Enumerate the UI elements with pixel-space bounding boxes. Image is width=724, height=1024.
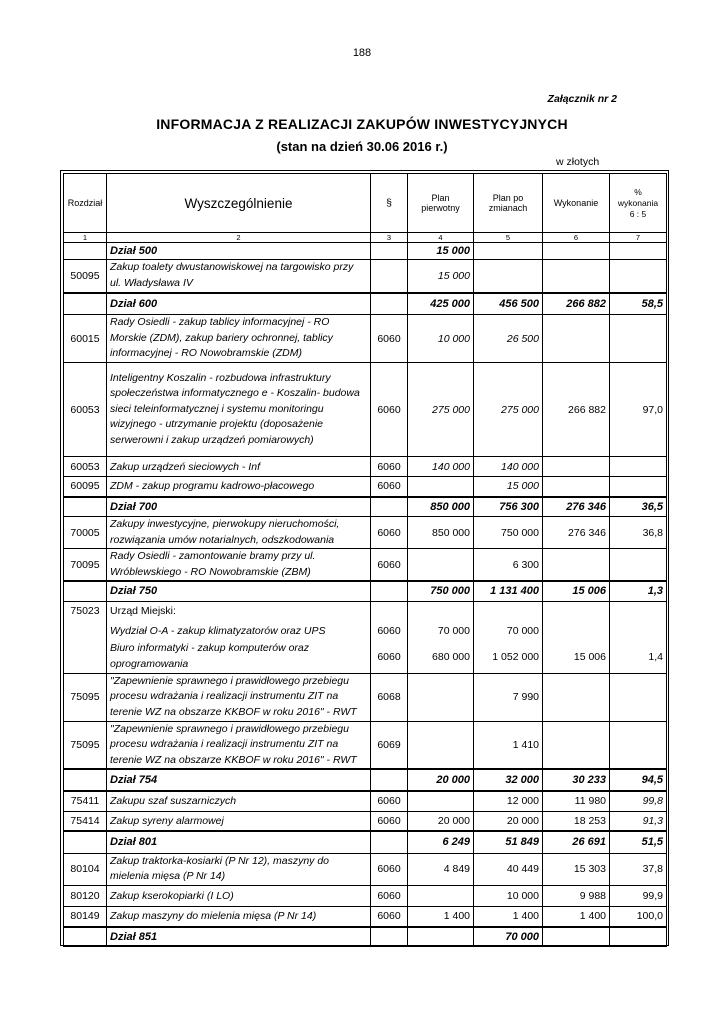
cell-pct bbox=[610, 260, 667, 293]
table-row bbox=[64, 260, 667, 293]
cell-par: 6060 bbox=[371, 315, 408, 363]
cell-wyk: 15 006 bbox=[543, 641, 610, 673]
document-title: INFORMACJA Z REALIZACJI ZAKUPÓW INWESTYCYJNYCH bbox=[156, 116, 568, 132]
cell-opis: Biuro informatyki - zakup komputerów oraz oprogramowania bbox=[107, 641, 371, 673]
header-plan-po-zmianach bbox=[474, 174, 543, 233]
header-plan-pierwotny-line1: Plan bbox=[431, 193, 450, 203]
cell-opis: Zakupy inwestycyjne, pierwokupy nieruchomości, rozwiązania umów notarialnych, odszkodowania bbox=[107, 517, 371, 549]
cell-plan-zm: 40 449 bbox=[474, 853, 543, 885]
header-rozdzial: Rozdział bbox=[64, 174, 107, 233]
cell-pct bbox=[610, 549, 667, 582]
cell-par: 6060 bbox=[371, 906, 408, 927]
cell-plan: 1 400 bbox=[408, 906, 474, 927]
cell-blank bbox=[543, 621, 610, 641]
cell-opis: Inteligentny Koszalin - rozbudowa infrastruktury społeczeństwa informatycznego e - Koszalin- budowa sieci teleinformatycznej i systemu monitoringu wizyjnego - utrzymanie projektu (doposażenie serwerowni i zakup urządzeń pomiarowych) bbox=[107, 363, 371, 457]
cell-wyk: 15 303 bbox=[543, 853, 610, 885]
investment-table bbox=[63, 173, 667, 947]
cell-par: 6060 bbox=[371, 621, 408, 641]
section-pct: 36,5 bbox=[610, 497, 667, 517]
cell-pct bbox=[610, 721, 667, 769]
table-row bbox=[64, 791, 667, 811]
header-paragraf: § bbox=[371, 174, 408, 233]
cell-rozdzial: 75414 bbox=[64, 811, 107, 831]
cell-pct: 36,8 bbox=[610, 517, 667, 549]
cell-par: 6069 bbox=[371, 721, 408, 769]
header-procent-line3: 6 : 5 bbox=[629, 208, 647, 219]
cell-blank bbox=[408, 601, 474, 621]
header-procent-line2: wykonania bbox=[617, 197, 659, 208]
table-row bbox=[64, 457, 667, 477]
cell-opis: "Zapewnienie sprawnego i prawidłowego przebiegu procesu wdrażania i realizacji instrumentu ZIT na terenie WZ na obszarze KKBOF w roku 2016" - RWT bbox=[107, 673, 371, 721]
cell-plan bbox=[408, 549, 474, 582]
cell-plan bbox=[408, 477, 474, 497]
table-row bbox=[64, 721, 667, 769]
cell-plan bbox=[408, 885, 474, 906]
section-name: Dział 600 bbox=[107, 293, 371, 315]
cell-rozdzial: 60053 bbox=[64, 457, 107, 477]
cell-opis: "Zapewnienie sprawnego i prawidłowego przebiegu procesu wdrażania i realizacji instrumentu ZIT na terenie WZ na obszarze KKBOF w roku 2016" - RWT bbox=[107, 721, 371, 769]
section-row-dzial-754 bbox=[64, 769, 667, 791]
cell-pct bbox=[610, 477, 667, 497]
table-row bbox=[64, 673, 667, 721]
cell-rozdzial: 80104 bbox=[64, 853, 107, 885]
section-blank bbox=[371, 243, 408, 260]
section-plan-zm bbox=[474, 243, 543, 260]
cell-rozdzial: 80149 bbox=[64, 906, 107, 927]
table-row bbox=[64, 906, 667, 927]
section-wyk: 266 882 bbox=[543, 293, 610, 315]
cell-plan-zm: 1 410 bbox=[474, 721, 543, 769]
cell-wyk bbox=[543, 457, 610, 477]
cell-par: 6060 bbox=[371, 517, 408, 549]
cell-plan-zm: 12 000 bbox=[474, 791, 543, 811]
column-number-row bbox=[64, 233, 667, 243]
header-wyszczegolnienie: Wyszczególnienie bbox=[107, 174, 371, 233]
table-row bbox=[64, 549, 667, 582]
table-row bbox=[64, 641, 667, 673]
cell-plan bbox=[408, 721, 474, 769]
cell-wyk: 266 882 bbox=[543, 363, 610, 457]
section-plan: 750 000 bbox=[408, 581, 474, 601]
page-number: 188 bbox=[352, 47, 372, 59]
cell-plan-zm: 26 500 bbox=[474, 315, 543, 363]
cell-opis: Zakupu szaf suszarniczych bbox=[107, 791, 371, 811]
section-plan-zm: 70 000 bbox=[474, 927, 543, 946]
cell-rozdzial: 60053 bbox=[64, 363, 107, 457]
cell-rozdzial: 50095 bbox=[64, 260, 107, 293]
cell-par: 6068 bbox=[371, 673, 408, 721]
cell-plan-zm bbox=[474, 260, 543, 293]
cell-blank bbox=[64, 641, 107, 673]
cell-opis: Zakup urządzeń sieciowych - Inf bbox=[107, 457, 371, 477]
document-subtitle: (stan na dzień 30.06 2016 r.) bbox=[276, 139, 448, 154]
cell-plan bbox=[408, 791, 474, 811]
cell-wyk bbox=[543, 260, 610, 293]
cell-opis: Zakup maszyny do mielenia mięsa (P Nr 14) bbox=[107, 906, 371, 927]
cell-blank bbox=[474, 601, 543, 621]
section-plan: 6 249 bbox=[408, 831, 474, 853]
cell-plan: 20 000 bbox=[408, 811, 474, 831]
section-plan-zm: 456 500 bbox=[474, 293, 543, 315]
cell-blank bbox=[610, 621, 667, 641]
section-wyk: 30 233 bbox=[543, 769, 610, 791]
section-pct: 1,3 bbox=[610, 581, 667, 601]
cell-opis: Zakup traktorka-kosiarki (P Nr 12), maszyny do mielenia mięsa (P Nr 14) bbox=[107, 853, 371, 885]
cell-pct: 37,8 bbox=[610, 853, 667, 885]
cell-blank bbox=[371, 601, 408, 621]
cell-opis: Zakup toalety dwustanowiskowej na targowisko przy ul. Władysława IV bbox=[107, 260, 371, 293]
cell-rozdzial: 80120 bbox=[64, 885, 107, 906]
cell-wyk: 11 980 bbox=[543, 791, 610, 811]
cell-par: 6060 bbox=[371, 641, 408, 673]
cell-blank bbox=[610, 601, 667, 621]
section-plan-zm: 32 000 bbox=[474, 769, 543, 791]
cell-plan: 850 000 bbox=[408, 517, 474, 549]
cell-plan: 4 849 bbox=[408, 853, 474, 885]
section-pct: 94,5 bbox=[610, 769, 667, 791]
cell-pct bbox=[610, 457, 667, 477]
cell-plan-zm: 140 000 bbox=[474, 457, 543, 477]
cell-plan-zm: 750 000 bbox=[474, 517, 543, 549]
column-number: 7 bbox=[610, 233, 667, 243]
cell-pct: 100,0 bbox=[610, 906, 667, 927]
cell-plan-zm: 15 000 bbox=[474, 477, 543, 497]
table-row bbox=[64, 853, 667, 885]
section-blank bbox=[64, 581, 107, 601]
cell-rozdzial: 75411 bbox=[64, 791, 107, 811]
table-row bbox=[64, 315, 667, 363]
section-blank bbox=[371, 293, 408, 315]
table-row bbox=[64, 363, 667, 457]
header-procent-line1: % bbox=[634, 186, 642, 197]
cell-par: 6060 bbox=[371, 457, 408, 477]
cell-blank bbox=[64, 621, 107, 641]
cell-wyk: 9 988 bbox=[543, 885, 610, 906]
cell-plan: 680 000 bbox=[408, 641, 474, 673]
cell-par: 6060 bbox=[371, 549, 408, 582]
cell-par: 6060 bbox=[371, 363, 408, 457]
cell-wyk: 18 253 bbox=[543, 811, 610, 831]
section-name: Dział 851 bbox=[107, 927, 371, 946]
column-number: 2 bbox=[107, 233, 371, 243]
cell-plan-zm: 7 990 bbox=[474, 673, 543, 721]
section-row-dzial-500 bbox=[64, 243, 667, 260]
column-number: 6 bbox=[543, 233, 610, 243]
cell-opis: Zakup syreny alarmowej bbox=[107, 811, 371, 831]
cell-pct bbox=[610, 673, 667, 721]
table-row bbox=[64, 477, 667, 497]
cell-plan-zm: 1 400 bbox=[474, 906, 543, 927]
section-wyk: 15 006 bbox=[543, 581, 610, 601]
header-plan-po-zmianach-line2: zmianach bbox=[488, 203, 528, 213]
section-blank bbox=[64, 769, 107, 791]
cell-par: 6060 bbox=[371, 791, 408, 811]
table-row bbox=[64, 621, 667, 641]
cell-wyk bbox=[543, 549, 610, 582]
section-name: Dział 700 bbox=[107, 497, 371, 517]
section-plan: 15 000 bbox=[408, 243, 474, 260]
section-plan-zm: 51 849 bbox=[474, 831, 543, 853]
section-wyk: 26 691 bbox=[543, 831, 610, 853]
section-pct: 51,5 bbox=[610, 831, 667, 853]
cell-blank bbox=[543, 601, 610, 621]
column-number: 3 bbox=[371, 233, 408, 243]
header-row bbox=[64, 174, 667, 233]
cell-plan: 140 000 bbox=[408, 457, 474, 477]
section-blank bbox=[371, 831, 408, 853]
section-wyk bbox=[543, 243, 610, 260]
cell-rozdzial: 75095 bbox=[64, 721, 107, 769]
column-number: 1 bbox=[64, 233, 107, 243]
section-name: Dział 754 bbox=[107, 769, 371, 791]
cell-plan-zm: 70 000 bbox=[474, 621, 543, 641]
table-row bbox=[64, 517, 667, 549]
cell-plan-zm: 20 000 bbox=[474, 811, 543, 831]
section-wyk: 276 346 bbox=[543, 497, 610, 517]
cell-rozdzial: 75095 bbox=[64, 673, 107, 721]
cell-plan-zm: 6 300 bbox=[474, 549, 543, 582]
cell-plan-zm: 275 000 bbox=[474, 363, 543, 457]
column-number: 4 bbox=[408, 233, 474, 243]
cell-plan: 10 000 bbox=[408, 315, 474, 363]
section-name: Dział 500 bbox=[107, 243, 371, 260]
header-plan-pierwotny-line2: pierwotny bbox=[421, 203, 460, 213]
cell-plan: 15 000 bbox=[408, 260, 474, 293]
column-number: 5 bbox=[474, 233, 543, 243]
header-plan-pierwotny bbox=[408, 174, 474, 233]
section-blank bbox=[64, 831, 107, 853]
section-plan bbox=[408, 927, 474, 946]
cell-wyk: 1 400 bbox=[543, 906, 610, 927]
cell-plan-zm: 1 052 000 bbox=[474, 641, 543, 673]
cell-opis: Urząd Miejski: bbox=[107, 601, 371, 621]
cell-plan: 275 000 bbox=[408, 363, 474, 457]
section-pct bbox=[610, 927, 667, 946]
section-pct: 58,5 bbox=[610, 293, 667, 315]
cell-opis: ZDM - zakup programu kadrowo-płacowego bbox=[107, 477, 371, 497]
cell-pct: 99,9 bbox=[610, 885, 667, 906]
cell-opis: Zakup kserokopiarki (I LO) bbox=[107, 885, 371, 906]
section-blank bbox=[64, 243, 107, 260]
cell-par: 6060 bbox=[371, 811, 408, 831]
section-blank bbox=[64, 927, 107, 946]
units-label: w złotych bbox=[556, 156, 600, 168]
table-row bbox=[64, 885, 667, 906]
cell-plan bbox=[408, 673, 474, 721]
cell-pct: 1,4 bbox=[610, 641, 667, 673]
cell-opis: Rady Osiedli - zamontowanie bramy przy ul. Wróblewskiego - RO Nowobramskie (ZBM) bbox=[107, 549, 371, 582]
section-row-dzial-801 bbox=[64, 831, 667, 853]
section-name: Dział 801 bbox=[107, 831, 371, 853]
section-blank bbox=[64, 293, 107, 315]
section-name: Dział 750 bbox=[107, 581, 371, 601]
cell-pct bbox=[610, 315, 667, 363]
section-pct bbox=[610, 243, 667, 260]
cell-rozdzial: 60015 bbox=[64, 315, 107, 363]
section-blank bbox=[371, 581, 408, 601]
cell-pct: 91,3 bbox=[610, 811, 667, 831]
section-blank bbox=[64, 497, 107, 517]
cell-rozdzial: 60095 bbox=[64, 477, 107, 497]
cell-par bbox=[371, 260, 408, 293]
section-blank bbox=[371, 927, 408, 946]
section-plan-zm: 756 300 bbox=[474, 497, 543, 517]
cell-wyk bbox=[543, 477, 610, 497]
section-plan: 20 000 bbox=[408, 769, 474, 791]
cell-opis: Rady Osiedli - zakup tablicy informacyjnej - RO Morskie (ZDM), zakup bariery ochronnej, tablicy informacyjnej - RO Nowobramskie (ZDM) bbox=[107, 315, 371, 363]
cell-plan: 70 000 bbox=[408, 621, 474, 641]
cell-opis: Wydział O-A - zakup klimatyzatorów oraz UPS bbox=[107, 621, 371, 641]
cell-rozdzial: 75023 bbox=[64, 601, 107, 621]
cell-wyk bbox=[543, 721, 610, 769]
cell-par: 6060 bbox=[371, 853, 408, 885]
section-blank bbox=[371, 497, 408, 517]
cell-pct: 99,8 bbox=[610, 791, 667, 811]
header-procent bbox=[610, 174, 667, 233]
cell-rozdzial: 70005 bbox=[64, 517, 107, 549]
section-row-dzial-600 bbox=[64, 293, 667, 315]
cell-wyk bbox=[543, 315, 610, 363]
table-row bbox=[64, 811, 667, 831]
cell-wyk: 276 346 bbox=[543, 517, 610, 549]
cell-wyk bbox=[543, 673, 610, 721]
section-plan: 425 000 bbox=[408, 293, 474, 315]
cell-par: 6060 bbox=[371, 885, 408, 906]
annex-label: Załącznik nr 2 bbox=[547, 93, 617, 105]
section-blank bbox=[371, 769, 408, 791]
header-plan-po-zmianach-line1: Plan po bbox=[492, 193, 524, 203]
section-wyk bbox=[543, 927, 610, 946]
section-row-dzial-851 bbox=[64, 927, 667, 946]
cell-rozdzial: 70095 bbox=[64, 549, 107, 582]
table-row bbox=[64, 601, 667, 621]
cell-pct: 97,0 bbox=[610, 363, 667, 457]
section-row-dzial-700 bbox=[64, 497, 667, 517]
cell-par: 6060 bbox=[371, 477, 408, 497]
section-plan-zm: 1 131 400 bbox=[474, 581, 543, 601]
section-plan: 850 000 bbox=[408, 497, 474, 517]
header-wykonanie: Wykonanie bbox=[543, 174, 610, 233]
section-row-dzial-750 bbox=[64, 581, 667, 601]
cell-plan-zm: 10 000 bbox=[474, 885, 543, 906]
